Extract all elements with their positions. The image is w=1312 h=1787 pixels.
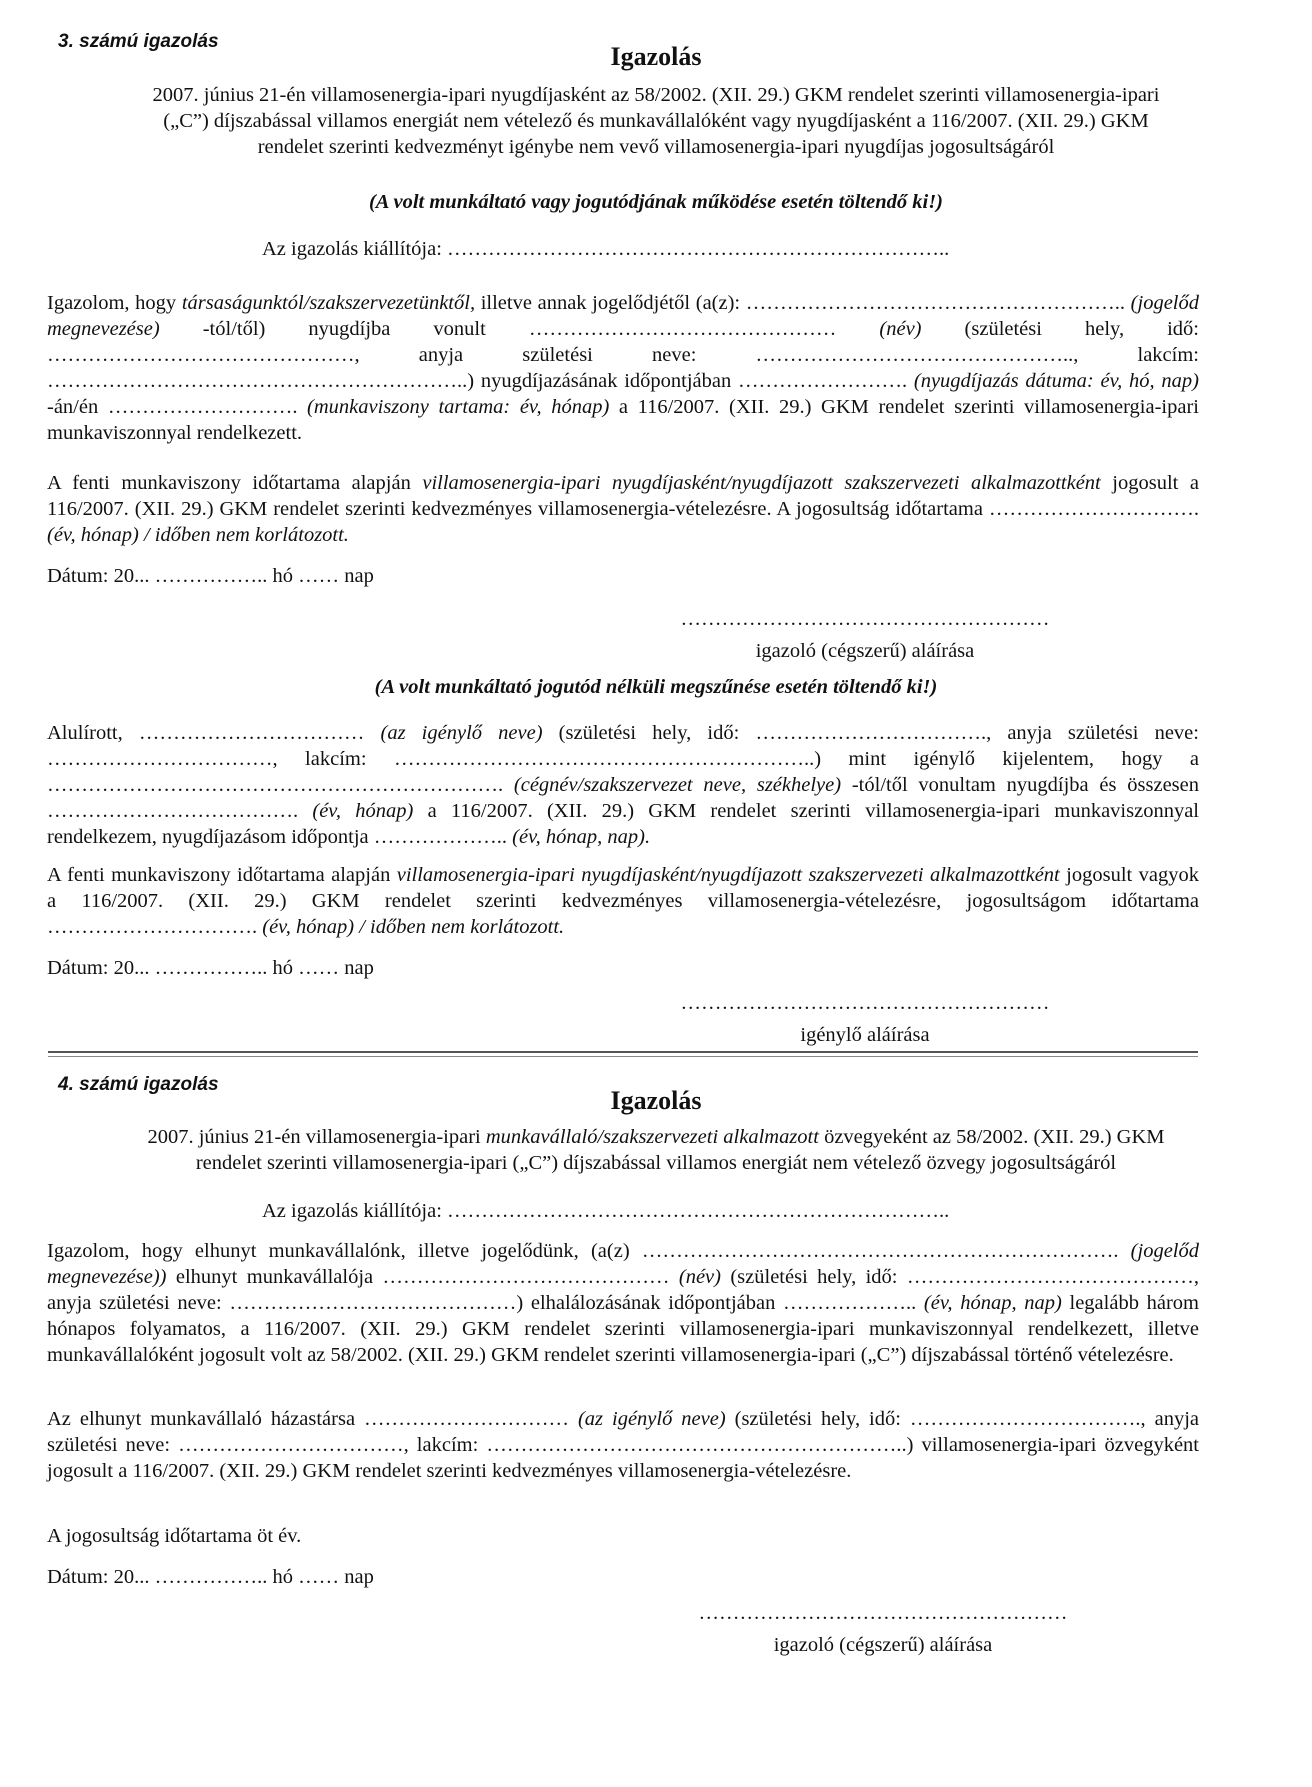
intro-line: („C”) díjszabással villamos energiát nem vételező és munkavállalóként vagy nyugdíjasként a 116/2007. (XII. 29.) GKM: [163, 110, 1149, 132]
section-3-subheading-b: (A volt munkáltató jogutód nélküli megszűnése esetén töltendő ki!): [374, 676, 938, 698]
text-run-italic: (év, hónap): [312, 800, 414, 822]
text-run-italic: (munkaviszony tartama: év, hónap): [307, 396, 610, 418]
section-3-subheading-a: (A volt munkáltató vagy jogutódjának működése esetén töltendő ki!): [368, 191, 943, 213]
signature-label: igazoló (cégszerű) aláírása: [773, 1634, 993, 1656]
section-4-label: 4. számú igazolás: [58, 1074, 219, 1095]
section-4-entitlement-duration: A jogosultság időtartama öt év.: [47, 1525, 302, 1547]
section-3-paragraph-1: [47, 290, 1199, 446]
section-3-paragraph-3: [47, 720, 1199, 850]
text-run: (születési hely, idő: ……………………………., anyja születési neve: ……………………………, lakcím: ……………………………………………………..) mint igénylő kijelentem, hogy a ………………………………………………………….: [47, 722, 1199, 796]
section-4-signature: [688, 1600, 1078, 1658]
text-run: legalább három hónapos folyamatos, a 116/2007. (XII. 29.) GKM rendelet szerinti villamosenergia-ipari munkaviszonnyal rendelkezett, illetve munkavállalóként jogosult volt az 58/2002. (XII. 29.) GKM rendelet szerinti villamosenergia-ipari („C”) díjszabással történő vételezésre.: [47, 1292, 1199, 1366]
text-run: özvegyeként az 58/2002. (XII. 29.) GKM: [818, 1126, 1165, 1148]
text-run-italic: (év, hónap) / időben nem korlátozott.: [47, 524, 349, 546]
intro-line: 2007. június 21-én villamosenergia-ipari nyugdíjasként az 58/2002. (XII. 29.) GKM rendelet szerinti villamosenergia-ipari: [152, 84, 1160, 106]
text-run-italic: (év, hónap) / időben nem korlátozott.: [262, 916, 565, 938]
text-run: A fenti munkaviszony időtartama alapján: [47, 864, 397, 886]
text-run: elhunyt munkavállalója ……………………………………: [166, 1266, 679, 1288]
text-run-italic: (az igénylő neve): [577, 1408, 726, 1430]
text-run: a 116/2007. (XII. 29.) GKM rendelet szerinti villamosenergia-ipari munkaviszonnyal rendelkezem, nyugdíjazásom időpontja ………………..: [47, 800, 1199, 848]
text-run: Igazolom, hogy elhunyt munkavállalónk, illetve jogelődünk, (a(z) …………………………………………………………….: [47, 1240, 1131, 1262]
text-run: jogosult vagyok a 116/2007. (XII. 29.) GKM rendelet szerinti kedvezményes villamosenergia-vételezésre, jogosultságom időtartama ………………………….: [47, 864, 1199, 938]
signature-dots: ………………………………………………: [680, 608, 1050, 630]
signature-label: igénylő aláírása: [800, 1024, 930, 1046]
text-run: jogosult a 116/2007. (XII. 29.) GKM rendelet szerinti kedvezményes villamosenergia-vételezésre. A jogosultság időtartama ………………………….: [47, 472, 1199, 520]
section-3-date-line-2: Dátum: 20... …………….. hó …… nap: [47, 957, 374, 979]
text-run-italic: villamosenergia-ipari nyugdíjasként/nyugdíjazott szakszervezeti alkalmazottként: [422, 472, 1101, 494]
section-3-signature-2: [670, 990, 1060, 1048]
text-run: illetve annak jogelődjétől (a(z): ………………………………………………..: [475, 292, 1131, 314]
intro-line: rendelet szerinti villamosenergia-ipari („C”) díjszabással villamos energiát nem vételező özvegy jogosultságáról: [195, 1152, 1117, 1174]
text-run: -án/én ……………………….: [47, 396, 308, 418]
text-run: Alulírott, ……………………………: [47, 722, 381, 744]
text-run: (születési hely, idő: ……………………………., anyja születési neve: ……………………………, lakcím: ……………………………………………………..) villamosenergia-ipari özvegyként jogosult a 116/2007. (XII. 29.) GKM rendelet szerinti kedvezményes villamosenergia-vételezésre.: [47, 1408, 1199, 1482]
text-run: a 116/2007. (XII. 29.) GKM rendelet szerinti villamosenergia-ipari munkaviszonnyal rendelkezett.: [47, 396, 1199, 444]
section-4-title: Igazolás: [610, 1086, 702, 1115]
section-4-date-line: Dátum: 20... …………….. hó …… nap: [47, 1566, 374, 1588]
text-run: (születési hely, idő: ……………………………………, anyja születési neve: ……………………………………) elhalálozásának időpontjában ………………..: [47, 1266, 1199, 1314]
section-4-intro: [0, 1124, 1312, 1176]
signature-dots: ………………………………………………: [698, 1602, 1068, 1624]
text-run-italic: (jogelőd megnevezése): [47, 292, 1199, 340]
section-3-signature: [670, 606, 1060, 664]
section-divider-thin: [48, 1056, 1198, 1057]
section-3-title: Igazolás: [610, 42, 702, 71]
text-run: -tól/től) nyugdíjba vonult ………………………………………: [159, 318, 880, 340]
section-3-label: 3. számú igazolás: [58, 31, 219, 52]
text-run-italic: (nyugdíjazás dátuma: év, hó, nap): [913, 370, 1199, 392]
text-run: (születési hely, idő: ………………………………………, anyja születési neve: ……………………………………….., lakcím: ……………………………………………………..) nyugdíjazásának időpontjában …………………….: [47, 318, 1200, 392]
text-run: Igazolom, hogy: [47, 292, 182, 314]
text-run: -tól/től vonultam nyugdíjba és összesen ……………………………….: [47, 774, 1199, 822]
section-4-paragraph-2: [47, 1406, 1199, 1484]
text-run-italic: (az igénylő neve): [380, 722, 543, 744]
section-3-issuer-line: Az igazolás kiállítója: ………………………………………………………………..: [262, 238, 950, 260]
text-run: 2007. június 21-én villamosenergia-ipari: [147, 1126, 486, 1148]
signature-dots: ………………………………………………: [680, 992, 1050, 1014]
section-4-paragraph-1: [47, 1238, 1199, 1368]
text-run-italic: (év, hónap, nap).: [512, 826, 651, 848]
section-3-intro: [0, 82, 1312, 160]
text-run-italic: (név): [678, 1266, 721, 1288]
text-run-italic: (év, hónap, nap): [923, 1292, 1062, 1314]
section-divider: [48, 1051, 1198, 1053]
text-run-italic: (név): [879, 318, 922, 340]
text-run-italic: villamosenergia-ipari nyugdíjasként/nyugdíjazott szakszervezeti alkalmazottként: [396, 864, 1060, 886]
section-4-issuer-line: Az igazolás kiállítója: ………………………………………………………………..: [262, 1200, 950, 1222]
text-run: A fenti munkaviszony időtartama alapján: [47, 472, 423, 494]
text-run-italic: társaságunktól/szakszervezetünktől,: [181, 292, 476, 314]
text-run-italic: (cégnév/szakszervezet neve, székhelye): [513, 774, 842, 796]
section-3-paragraph-2: [47, 470, 1199, 548]
signature-label: igazoló (cégszerű) aláírása: [755, 640, 975, 662]
intro-line: rendelet szerinti kedvezményt igénybe nem vevő villamosenergia-ipari nyugdíjas jogosultságáról: [257, 136, 1055, 158]
section-3-paragraph-4: [47, 862, 1199, 940]
section-3-date-line: Dátum: 20... …………….. hó …… nap: [47, 565, 374, 587]
text-run: Az elhunyt munkavállaló házastársa …………………………: [47, 1408, 578, 1430]
text-run-italic: munkavállaló/szakszervezeti alkalmazott: [485, 1126, 819, 1148]
text-run-italic: (jogelőd megnevezése)): [47, 1240, 1199, 1288]
